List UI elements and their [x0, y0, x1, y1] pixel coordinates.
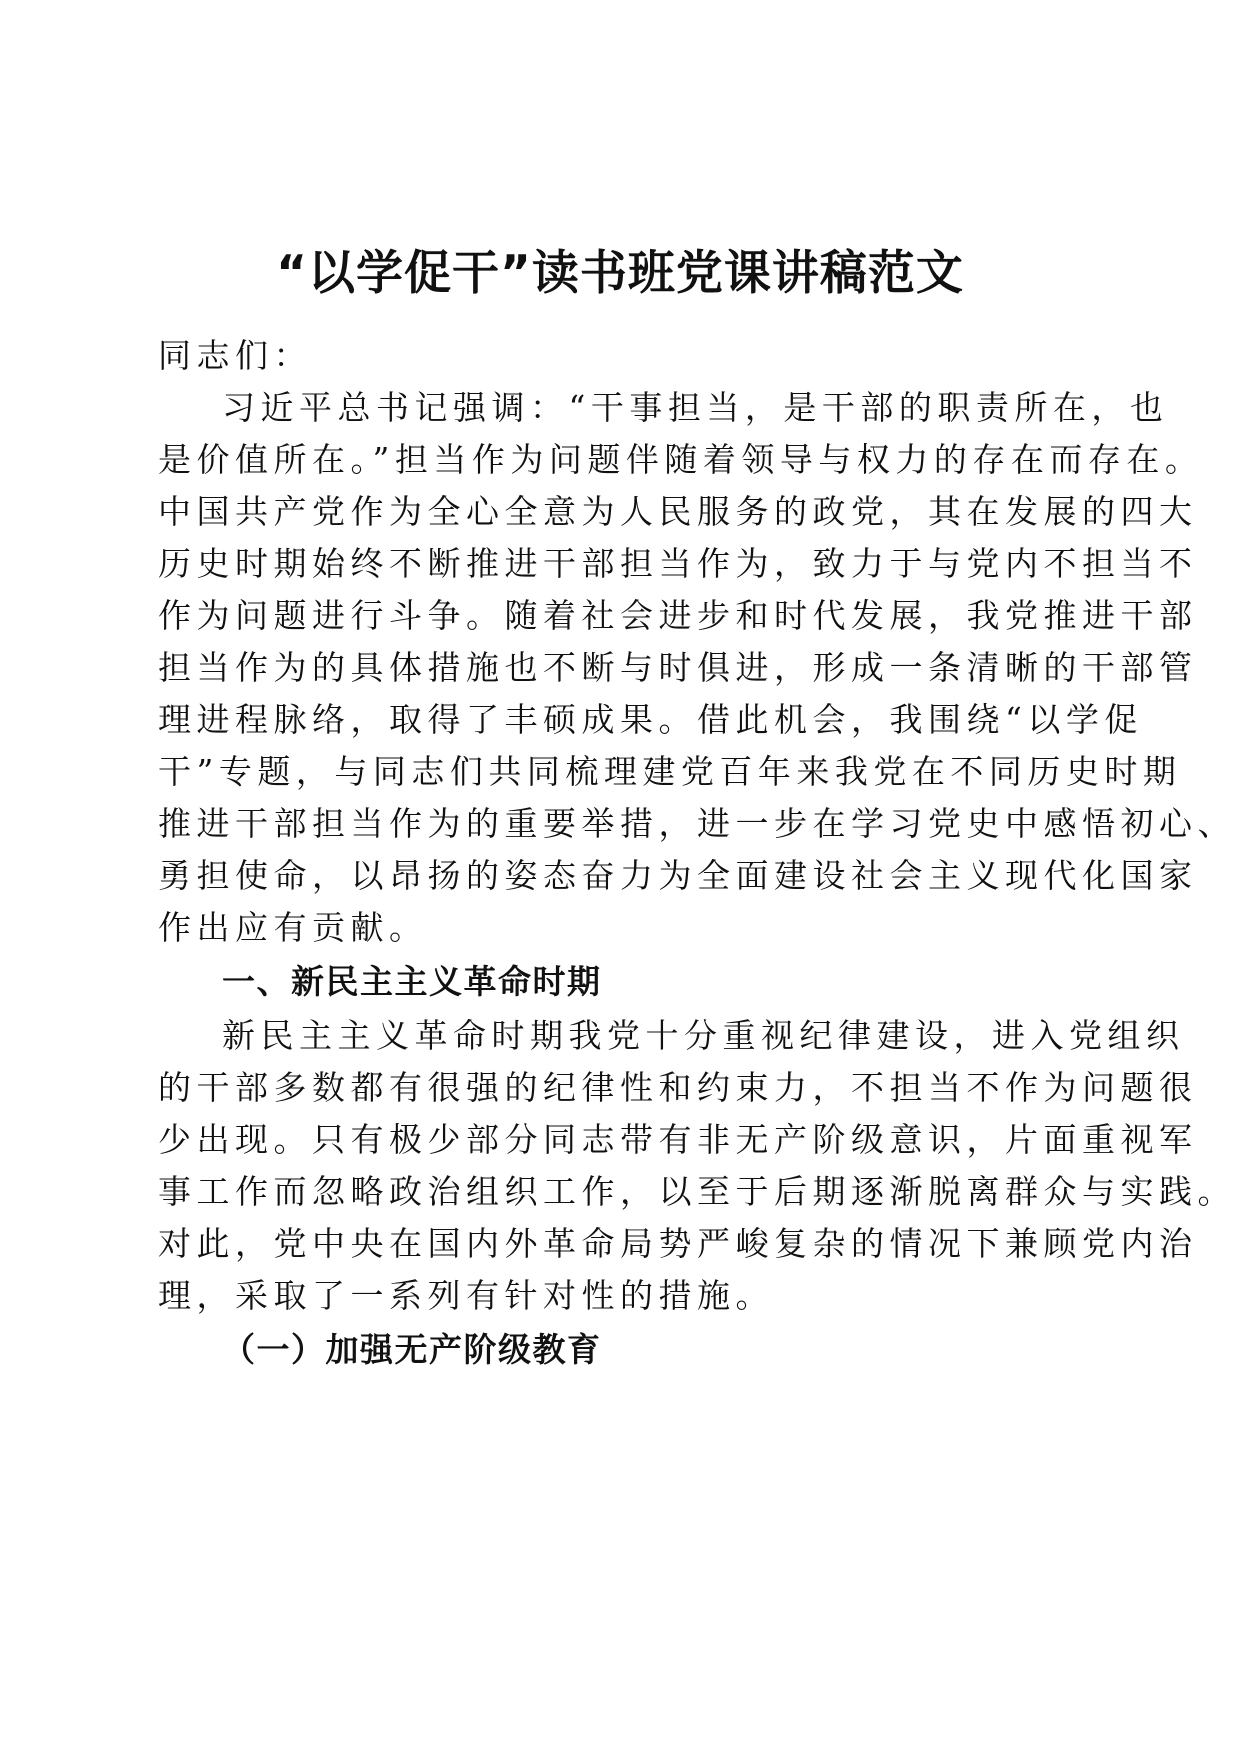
paragraph-line: 干”专题，与同志们共同梳理建党百年来我党在不同历史时期 [158, 752, 1182, 791]
paragraph-line: 推进干部担当作为的重要举措，进一步在学习党史中感悟初心、 [158, 804, 1236, 843]
paragraph-line: 理进程脉络，取得了丰硕成果。借此机会，我围绕“以学促 [158, 700, 1143, 739]
paragraph-line: 的干部多数都有很强的纪律性和约束力，不担当不作为问题很 [158, 1068, 1198, 1107]
paragraph-line: 习近平总书记强调：“干事担当，是干部的职责所在，也 [222, 388, 1169, 427]
paragraph-line: 作出应有贡献。 [158, 908, 428, 947]
document-title: “以学促干”读书班党课讲稿范文 [276, 246, 964, 301]
paragraph-line: 中国共产党作为全心全意为人民服务的政党，其在发展的四大 [158, 492, 1198, 531]
section-heading-1: 一、新民主主义革命时期 [222, 962, 602, 1001]
paragraph-line: 新民主主义革命时期我党十分重视纪律建设，进入党组织 [222, 1016, 1185, 1055]
paragraph-line: 是价值所在。”担当作为问题伴随着领导与权力的存在而存在。 [158, 440, 1204, 479]
paragraph-line: 事工作而忽略政治组织工作，以至于后期逐渐脱离群众与实践。 [158, 1172, 1236, 1211]
paragraph-line: 少出现。只有极少部分同志带有非无产阶级意识，片面重视军 [158, 1120, 1198, 1159]
paragraph-line: 勇担使命，以昂扬的姿态奋力为全面建设社会主义现代化国家 [158, 856, 1198, 895]
paragraph-line: 对此，党中央在国内外革命局势严峻复杂的情况下兼顾党内治 [158, 1224, 1198, 1263]
paragraph-line: 历史时期始终不断推进干部担当作为，致力于与党内不担当不 [158, 544, 1198, 583]
paragraph-line: 理，采取了一系列有针对性的措施。 [158, 1276, 774, 1315]
salutation: 同志们： [158, 336, 312, 375]
subsection-heading-1: （一）加强无产阶级教育 [222, 1330, 602, 1369]
paragraph-line: 担当作为的具体措施也不断与时俱进，形成一条清晰的干部管 [158, 648, 1198, 687]
paragraph-line: 作为问题进行斗争。随着社会进步和时代发展，我党推进干部 [158, 596, 1198, 635]
